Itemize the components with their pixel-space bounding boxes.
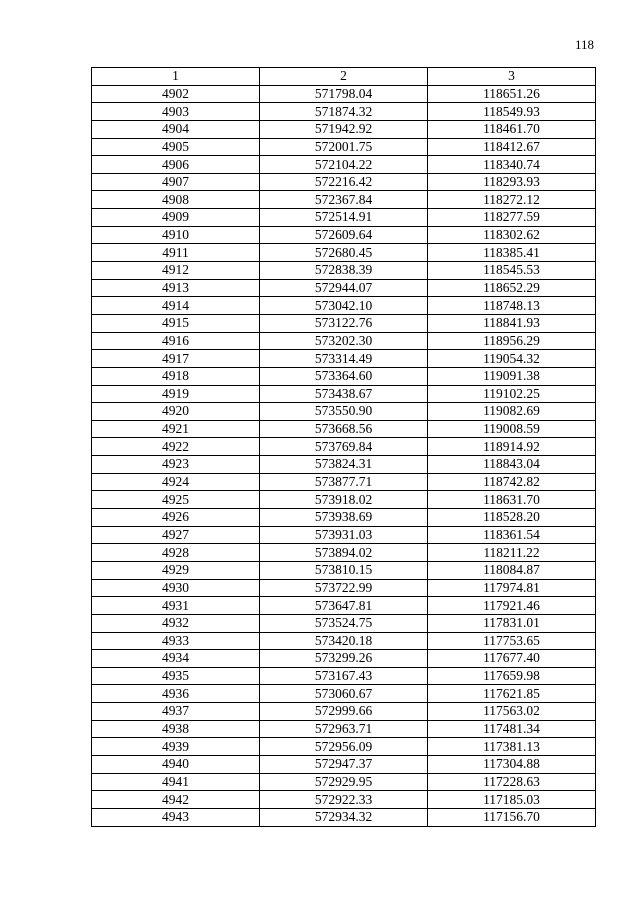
x-coordinate-cell: 571942.92 — [260, 120, 428, 138]
y-coordinate-cell: 118631.70 — [428, 491, 596, 509]
y-coordinate-cell: 118412.67 — [428, 138, 596, 156]
x-coordinate-cell: 572956.09 — [260, 738, 428, 756]
y-coordinate-cell: 117831.01 — [428, 614, 596, 632]
y-coordinate-cell: 119102.25 — [428, 385, 596, 403]
header-row — [92, 68, 596, 86]
y-coordinate-cell: 117621.85 — [428, 685, 596, 703]
x-coordinate-cell: 572514.91 — [260, 209, 428, 227]
x-coordinate-cell: 572999.66 — [260, 703, 428, 721]
x-coordinate-cell: 573364.60 — [260, 367, 428, 385]
point-number-cell: 4936 — [92, 685, 260, 703]
x-coordinate-cell: 572929.95 — [260, 773, 428, 791]
y-coordinate-cell: 118272.12 — [428, 191, 596, 209]
y-coordinate-cell: 118956.29 — [428, 332, 596, 350]
x-coordinate-cell: 573938.69 — [260, 509, 428, 527]
point-number-cell: 4927 — [92, 526, 260, 544]
y-coordinate-cell: 117481.34 — [428, 720, 596, 738]
x-coordinate-cell: 572934.32 — [260, 808, 428, 826]
x-coordinate-cell: 572838.39 — [260, 262, 428, 280]
x-coordinate-cell: 573668.56 — [260, 420, 428, 438]
table-row — [92, 420, 596, 438]
y-coordinate-cell: 118293.93 — [428, 173, 596, 191]
y-coordinate-cell: 118652.29 — [428, 279, 596, 297]
table-row — [92, 173, 596, 191]
x-coordinate-cell: 572922.33 — [260, 791, 428, 809]
x-coordinate-cell: 573202.30 — [260, 332, 428, 350]
x-coordinate-cell: 573918.02 — [260, 491, 428, 509]
point-number-cell: 4928 — [92, 544, 260, 562]
y-coordinate-cell: 117753.65 — [428, 632, 596, 650]
table-row — [92, 773, 596, 791]
x-coordinate-cell: 572963.71 — [260, 720, 428, 738]
y-coordinate-cell: 118385.41 — [428, 244, 596, 262]
table-row — [92, 226, 596, 244]
y-coordinate-cell: 119091.38 — [428, 367, 596, 385]
table-row — [92, 103, 596, 121]
point-number-cell: 4940 — [92, 755, 260, 773]
table-row — [92, 685, 596, 703]
point-number-cell: 4926 — [92, 509, 260, 527]
y-coordinate-cell: 118651.26 — [428, 85, 596, 103]
x-coordinate-cell: 573877.71 — [260, 473, 428, 491]
point-number-cell: 4925 — [92, 491, 260, 509]
point-number-cell: 4933 — [92, 632, 260, 650]
point-number-cell: 4908 — [92, 191, 260, 209]
table-row — [92, 156, 596, 174]
table-row — [92, 367, 596, 385]
y-coordinate-cell: 119008.59 — [428, 420, 596, 438]
point-number-cell: 4924 — [92, 473, 260, 491]
x-coordinate-cell: 572104.22 — [260, 156, 428, 174]
y-coordinate-cell: 119054.32 — [428, 350, 596, 368]
x-coordinate-cell: 573167.43 — [260, 667, 428, 685]
y-coordinate-cell: 118549.93 — [428, 103, 596, 121]
point-number-cell: 4941 — [92, 773, 260, 791]
y-coordinate-cell: 117563.02 — [428, 703, 596, 721]
table-row — [92, 667, 596, 685]
table-row — [92, 244, 596, 262]
y-coordinate-cell: 117156.70 — [428, 808, 596, 826]
column-header-2: 2 — [260, 68, 428, 86]
point-number-cell: 4905 — [92, 138, 260, 156]
x-coordinate-cell: 572001.75 — [260, 138, 428, 156]
point-number-cell: 4904 — [92, 120, 260, 138]
x-coordinate-cell: 573299.26 — [260, 650, 428, 668]
x-coordinate-cell: 572609.64 — [260, 226, 428, 244]
table-row — [92, 614, 596, 632]
point-number-cell: 4932 — [92, 614, 260, 632]
x-coordinate-cell: 573060.67 — [260, 685, 428, 703]
table-row — [92, 720, 596, 738]
column-header-1: 1 — [92, 68, 260, 86]
table-row — [92, 209, 596, 227]
x-coordinate-cell: 573550.90 — [260, 403, 428, 421]
table-row — [92, 138, 596, 156]
point-number-cell: 4922 — [92, 438, 260, 456]
y-coordinate-cell: 117304.88 — [428, 755, 596, 773]
point-number-cell: 4929 — [92, 561, 260, 579]
table-row — [92, 526, 596, 544]
table-row — [92, 473, 596, 491]
y-coordinate-cell: 118340.74 — [428, 156, 596, 174]
point-number-cell: 4938 — [92, 720, 260, 738]
table-row — [92, 332, 596, 350]
table-row — [92, 456, 596, 474]
table-row — [92, 597, 596, 615]
table-row — [92, 191, 596, 209]
x-coordinate-cell: 571874.32 — [260, 103, 428, 121]
point-number-cell: 4915 — [92, 314, 260, 332]
x-coordinate-cell: 573810.15 — [260, 561, 428, 579]
y-coordinate-cell: 117381.13 — [428, 738, 596, 756]
point-number-cell: 4914 — [92, 297, 260, 315]
x-coordinate-cell: 573722.99 — [260, 579, 428, 597]
y-coordinate-cell: 118914.92 — [428, 438, 596, 456]
point-number-cell: 4937 — [92, 703, 260, 721]
x-coordinate-cell: 573524.75 — [260, 614, 428, 632]
x-coordinate-cell: 573647.81 — [260, 597, 428, 615]
table-row — [92, 491, 596, 509]
table-row — [92, 632, 596, 650]
point-number-cell: 4935 — [92, 667, 260, 685]
table-row — [92, 297, 596, 315]
point-number-cell: 4931 — [92, 597, 260, 615]
column-header-3: 3 — [428, 68, 596, 86]
y-coordinate-cell: 118843.04 — [428, 456, 596, 474]
x-coordinate-cell: 573420.18 — [260, 632, 428, 650]
y-coordinate-cell: 118545.53 — [428, 262, 596, 280]
x-coordinate-cell: 572216.42 — [260, 173, 428, 191]
y-coordinate-cell: 117659.98 — [428, 667, 596, 685]
point-number-cell: 4921 — [92, 420, 260, 438]
table-row — [92, 561, 596, 579]
point-number-cell: 4913 — [92, 279, 260, 297]
table-row — [92, 120, 596, 138]
table-row — [92, 509, 596, 527]
x-coordinate-cell: 573042.10 — [260, 297, 428, 315]
table-row — [92, 703, 596, 721]
page-number: 118 — [574, 37, 594, 52]
table-row — [92, 85, 596, 103]
point-number-cell: 4917 — [92, 350, 260, 368]
point-number-cell: 4906 — [92, 156, 260, 174]
x-coordinate-cell: 573122.76 — [260, 314, 428, 332]
point-number-cell: 4903 — [92, 103, 260, 121]
point-number-cell: 4907 — [92, 173, 260, 191]
point-number-cell: 4934 — [92, 650, 260, 668]
x-coordinate-cell: 572944.07 — [260, 279, 428, 297]
x-coordinate-cell: 573931.03 — [260, 526, 428, 544]
x-coordinate-cell: 572947.37 — [260, 755, 428, 773]
x-coordinate-cell: 573438.67 — [260, 385, 428, 403]
table-row — [92, 262, 596, 280]
table-row — [92, 279, 596, 297]
y-coordinate-cell: 118461.70 — [428, 120, 596, 138]
y-coordinate-cell: 117185.03 — [428, 791, 596, 809]
y-coordinate-cell: 118302.62 — [428, 226, 596, 244]
y-coordinate-cell: 119082.69 — [428, 403, 596, 421]
y-coordinate-cell: 118742.82 — [428, 473, 596, 491]
y-coordinate-cell: 117921.46 — [428, 597, 596, 615]
table-row — [92, 579, 596, 597]
x-coordinate-cell: 571798.04 — [260, 85, 428, 103]
point-number-cell: 4912 — [92, 262, 260, 280]
table-row — [92, 650, 596, 668]
x-coordinate-cell: 572680.45 — [260, 244, 428, 262]
point-number-cell: 4919 — [92, 385, 260, 403]
x-coordinate-cell: 573824.31 — [260, 456, 428, 474]
point-number-cell: 4918 — [92, 367, 260, 385]
x-coordinate-cell: 572367.84 — [260, 191, 428, 209]
y-coordinate-cell: 117974.81 — [428, 579, 596, 597]
point-number-cell: 4920 — [92, 403, 260, 421]
table-row — [92, 791, 596, 809]
y-coordinate-cell: 118361.54 — [428, 526, 596, 544]
point-number-cell: 4909 — [92, 209, 260, 227]
y-coordinate-cell: 118748.13 — [428, 297, 596, 315]
table-header — [92, 68, 596, 86]
table-row — [92, 314, 596, 332]
y-coordinate-cell: 118277.59 — [428, 209, 596, 227]
table-row — [92, 438, 596, 456]
table-row — [92, 403, 596, 421]
point-number-cell: 4911 — [92, 244, 260, 262]
point-number-cell: 4930 — [92, 579, 260, 597]
point-number-cell: 4942 — [92, 791, 260, 809]
x-coordinate-cell: 573769.84 — [260, 438, 428, 456]
x-coordinate-cell: 573314.49 — [260, 350, 428, 368]
table-row — [92, 738, 596, 756]
y-coordinate-cell: 118841.93 — [428, 314, 596, 332]
point-number-cell: 4902 — [92, 85, 260, 103]
point-number-cell: 4916 — [92, 332, 260, 350]
coordinates-table — [91, 67, 596, 827]
table-body — [92, 85, 596, 826]
table-row — [92, 385, 596, 403]
y-coordinate-cell: 118084.87 — [428, 561, 596, 579]
point-number-cell: 4939 — [92, 738, 260, 756]
y-coordinate-cell: 117228.63 — [428, 773, 596, 791]
x-coordinate-cell: 573894.02 — [260, 544, 428, 562]
table-row — [92, 808, 596, 826]
point-number-cell: 4943 — [92, 808, 260, 826]
table-row — [92, 544, 596, 562]
point-number-cell: 4910 — [92, 226, 260, 244]
y-coordinate-cell: 118528.20 — [428, 509, 596, 527]
table-row — [92, 755, 596, 773]
y-coordinate-cell: 118211.22 — [428, 544, 596, 562]
point-number-cell: 4923 — [92, 456, 260, 474]
y-coordinate-cell: 117677.40 — [428, 650, 596, 668]
table-row — [92, 350, 596, 368]
